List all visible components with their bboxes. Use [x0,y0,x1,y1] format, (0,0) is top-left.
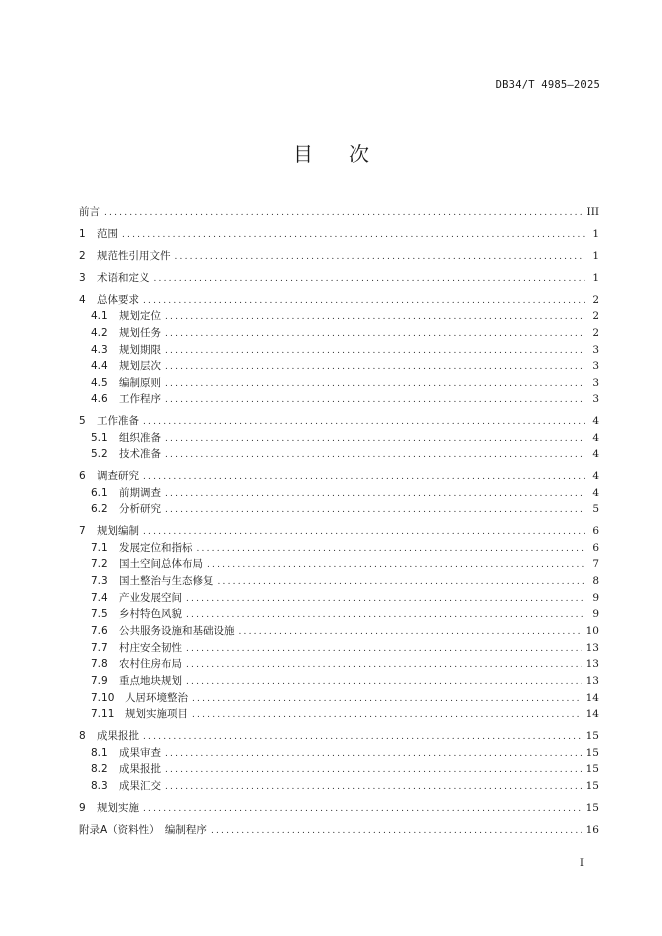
toc-entry-number: 1 [79,228,86,240]
toc-entry-label: 规划编制 [97,525,139,537]
toc-entry[interactable] [79,391,599,408]
toc-entry[interactable] [79,375,599,392]
toc-entry[interactable] [79,728,599,745]
toc-entry-label: 公共服务设施和基础设施 [119,625,235,637]
toc-entry-number: 6.1 [91,487,108,499]
toc-entry-page: 15 [585,763,599,775]
toc-entry-page: III [586,206,599,218]
toc-entry[interactable] [79,413,599,430]
toc-entry-page: 1 [592,228,599,240]
toc-entry-page: 3 [592,377,599,389]
toc-entry-page: 15 [585,730,599,742]
toc-entry-number: 7.4 [91,592,108,604]
toc-entry-label: 调查研究 [97,470,139,482]
toc-entry-page: 2 [592,310,599,322]
toc-entry-label: 成果报批 [97,730,139,742]
toc-leader-dots [165,447,585,464]
toc-entry-number: 7.6 [91,625,108,637]
toc-entry-label: 村庄安全韧性 [119,642,182,654]
toc-entry[interactable] [79,761,599,778]
toc-entry[interactable] [79,358,599,375]
toc-leader-dots [186,674,582,691]
toc-entry[interactable] [79,745,599,762]
toc-entry-page: 13 [585,658,599,670]
toc-entry-label: 发展定位和指标 [119,542,193,554]
toc-entry-number: 2 [79,250,86,262]
toc-entry-page: 15 [585,780,599,792]
toc-leader-dots [165,392,585,409]
toc-entry-page: 6 [592,525,599,537]
toc-entry-page: 15 [585,747,599,759]
toc-entry-number: 4.3 [91,344,108,356]
toc-entry-label: 国土整治与生态修复 [119,575,214,587]
toc-entry-label: 规划任务 [119,327,161,339]
toc-entry-number: 3 [79,272,86,284]
toc-entry-label: 组织准备 [119,432,161,444]
toc-entry[interactable] [79,325,599,342]
toc-entry-number: 7.3 [91,575,108,587]
toc-entry-label: 前言 [79,206,100,218]
toc-entry-label: 规划实施 [97,802,139,814]
toc-entry-number: 7.1 [91,542,108,554]
toc-entry-number: 8 [79,730,86,742]
toc-entry-number: 7.5 [91,608,108,620]
toc-entry-page: 1 [592,272,599,284]
toc-entry-number: 5.1 [91,432,108,444]
toc-leader-dots [239,624,582,641]
toc-entry-page: 4 [592,487,599,499]
toc-entry[interactable] [79,308,599,325]
toc-entry-number: 6.2 [91,503,108,515]
toc-leader-dots [165,309,585,326]
toc-leader-dots [143,469,585,486]
toc-entry-number: 5.2 [91,448,108,460]
toc-entry[interactable] [79,292,599,309]
toc-entry-page: 4 [592,432,599,444]
toc-entry-label: 农村住房布局 [119,658,182,670]
toc-leader-dots [122,227,585,244]
toc-entry[interactable] [79,226,599,243]
toc-entry-page: 13 [585,642,599,654]
toc-leader-dots [165,326,585,343]
toc-entry-label: 成果审查 [119,747,161,759]
toc-entry-number: 8.2 [91,763,108,775]
toc-leader-dots [186,657,582,674]
toc-entry-page: 15 [585,802,599,814]
toc-entry-number: 7.8 [91,658,108,670]
toc-entry[interactable] [79,606,599,623]
toc-leader-dots [165,779,582,796]
toc-entry-number: 7.9 [91,675,108,687]
toc-leader-dots [165,502,585,519]
toc-entry-number: 4 [79,294,86,306]
toc-entry[interactable] [79,556,599,573]
toc-leader-dots [211,823,582,840]
toc-entry-label: 工作准备 [97,415,139,427]
toc-leader-dots [143,524,585,541]
toc-entry-page: 7 [592,558,599,570]
toc-entry[interactable] [79,446,599,463]
toc-entry[interactable] [79,523,599,540]
toc-entry[interactable] [79,204,599,221]
toc-entry-page: 3 [592,344,599,356]
toc-entry-page: 8 [592,575,599,587]
toc-entry-number: 4.6 [91,393,108,405]
toc-entry[interactable] [79,248,599,265]
toc-entry[interactable] [79,690,599,707]
toc-entry[interactable] [79,342,599,359]
toc-entry[interactable] [79,640,599,657]
toc-entry[interactable] [79,778,599,795]
toc-entry-page: 2 [592,294,599,306]
toc-entry[interactable] [79,430,599,447]
toc-entry[interactable] [79,270,599,287]
toc-entry-label: 国土空间总体布局 [119,558,203,570]
toc-entry-label: 术语和定义 [97,272,150,284]
toc-entry[interactable] [79,485,599,502]
toc-entry[interactable] [79,590,599,607]
toc-entry-page: 16 [585,824,599,836]
toc-entry-page: 5 [592,503,599,515]
toc-entry-number: 7.11 [91,708,115,720]
toc-entry[interactable] [79,540,599,557]
toc-leader-dots [192,707,582,724]
toc-entry-label: 范围 [97,228,118,240]
toc-entry-number: 5 [79,415,86,427]
toc-leader-dots [143,414,585,431]
toc-entry-number: 7.2 [91,558,108,570]
toc-entry-label: 技术准备 [119,448,161,460]
standard-code: DB34/T 4985—2025 [495,79,600,91]
toc-entry[interactable] [79,706,599,723]
toc-entry-label: 规范性引用文件 [97,250,171,262]
toc-entry-page: 14 [585,692,599,704]
toc-entry-label: 分析研究 [119,503,161,515]
toc-entry[interactable] [79,656,599,673]
toc-entry-label: 规划层次 [119,360,161,372]
toc-entry-label: 重点地块规划 [119,675,182,687]
toc-leader-dots [154,271,586,288]
page-number: I [580,858,584,869]
toc-entry-page: 6 [592,542,599,554]
toc-entry-label: 前期调查 [119,487,161,499]
toc-entry-page: 10 [585,625,599,637]
toc-entry-page: 3 [592,360,599,372]
toc-entry-label: 编制原则 [119,377,161,389]
toc-entry[interactable] [79,573,599,590]
toc-entry-label: 规划定位 [119,310,161,322]
toc-leader-dots [104,205,583,222]
toc-entry-page: 14 [585,708,599,720]
toc-entry-page: 13 [585,675,599,687]
toc-entry-label: 规划实施项目 [125,708,188,720]
toc-entry-number: 4.2 [91,327,108,339]
toc-entry-number: 7.10 [91,692,115,704]
toc-entry-page: 3 [592,393,599,405]
toc-leader-dots [165,359,585,376]
toc-entry-label: 成果报批 [119,763,161,775]
toc-entry-number: 4.4 [91,360,108,372]
toc-entry-page: 9 [592,592,599,604]
toc-entry-number: 7.7 [91,642,108,654]
toc-entry-label: 附录A（资料性） 编制程序 [79,824,207,836]
toc-entry[interactable] [79,501,599,518]
toc-entry-number: 4.5 [91,377,108,389]
toc-leader-dots [165,762,582,779]
toc-entry-number: 4.1 [91,310,108,322]
toc-entry-number: 6 [79,470,86,482]
toc-entry-label: 人居环境整治 [125,692,188,704]
toc-entry-label: 乡村特色风貌 [119,608,182,620]
toc-entry-label: 工作程序 [119,393,161,405]
toc-leader-dots [143,801,582,818]
toc-entry-number: 9 [79,802,86,814]
toc-entry-page: 4 [592,448,599,460]
toc-leader-dots [175,249,586,266]
toc-leader-dots [143,729,582,746]
toc-entry-number: 8.1 [91,747,108,759]
toc-entry[interactable] [79,468,599,485]
toc-entry[interactable] [79,800,599,817]
page-title: 目次 [293,142,405,166]
toc-entry-page: 4 [592,470,599,482]
toc-entry-label: 总体要求 [97,294,139,306]
toc-entry-number: 8.3 [91,780,108,792]
toc-entry-page: 4 [592,415,599,427]
toc-entry[interactable] [79,822,599,839]
toc-leader-dots [207,557,585,574]
toc-entry[interactable] [79,673,599,690]
toc-entry-label: 成果汇交 [119,780,161,792]
toc-entry-page: 9 [592,608,599,620]
toc-leader-dots [186,607,585,624]
toc-entry-label: 产业发展空间 [119,592,182,604]
toc-leader-dots [218,574,586,591]
toc-entry-page: 1 [592,250,599,262]
toc-entry-page: 2 [592,327,599,339]
toc-entry-label: 规划期限 [119,344,161,356]
toc-entry-number: 7 [79,525,86,537]
toc-entry[interactable] [79,623,599,640]
